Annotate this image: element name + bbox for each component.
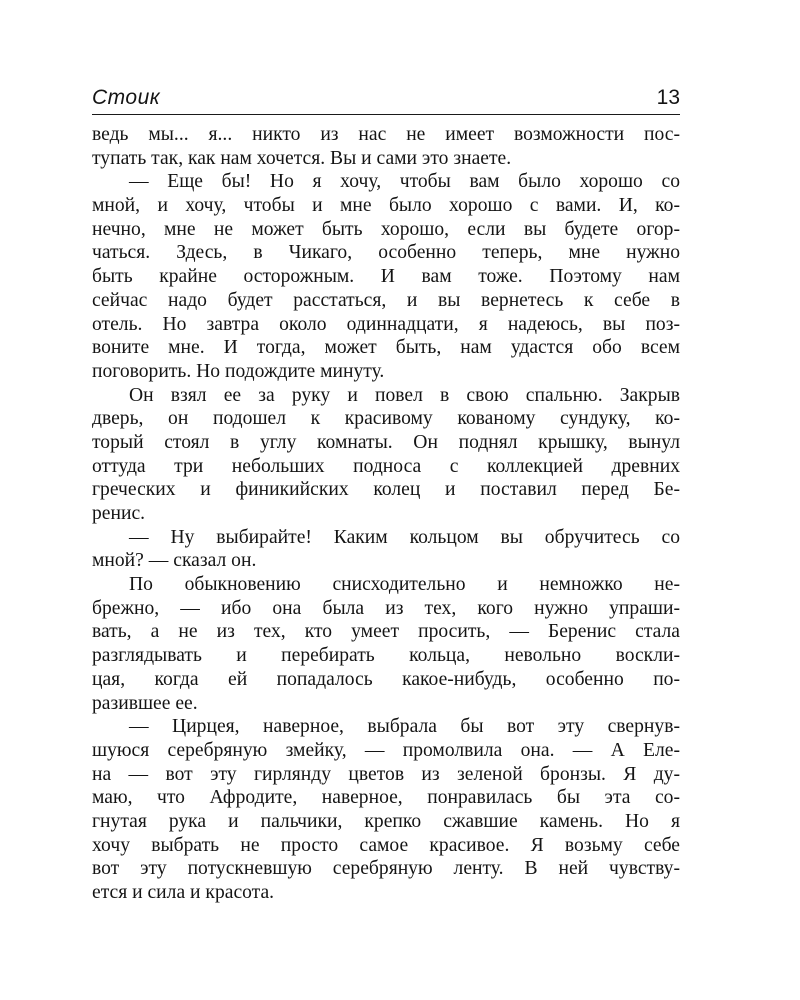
running-header [92, 84, 680, 115]
text-line: Он взял ее за руку и повел в свою спальню. Закрыв [129, 384, 680, 406]
text-line: ется и сила и красота. [92, 882, 275, 903]
text-line: греческих и финикийских колец и поставил перед Бе- [92, 479, 680, 501]
text-line: брежно, — ибо она была из тех, кого нужно упраши- [92, 597, 680, 619]
text-line: разглядывать и перебирать кольца, невольно воскли- [92, 645, 680, 667]
text-line: воните мне. И тогда, может быть, нам удастся обо всем [92, 337, 680, 359]
text-line: поговорить. Но подождите минуту. [92, 360, 385, 382]
text-line: разившее ее. [92, 692, 198, 714]
text-line: маю, что Афродите, наверное, понравилась бы эта со- [92, 787, 680, 809]
page-number: 13 [656, 86, 680, 109]
text-line: сейчас надо будет расстаться, и вы вернетесь к себе в [92, 289, 680, 311]
text-line: отель. Но завтра около одиннадцати, я надеюсь, вы поз- [92, 313, 680, 335]
text-line: — Цирцея, наверное, выбрала бы вот эту свернув- [129, 716, 680, 738]
text-line: ведь мы... я... никто из нас не имеет возможности пос- [92, 124, 680, 145]
text-line: мной, и хочу, чтобы и мне было хорошо с вами. И, ко- [92, 195, 680, 217]
text-line: гнутая рука и пальчики, крепко сжавшие камень. Но я [92, 810, 680, 832]
text-line: мной? — сказал он. [92, 550, 257, 572]
text-line: шуюся серебряную змейку, — промолвила она. — А Еле- [92, 739, 680, 761]
text-line: вать, а не из тех, кто умеет просить, — Беренис стала [92, 621, 680, 643]
running-title: Стоик [92, 86, 161, 109]
text-line: ренис. [92, 503, 146, 524]
text-line: вот эту потускневшую серебряную ленту. В ней чувству- [92, 858, 680, 880]
text-line: тупать так, как нам хочется. Вы и сами это знаете. [92, 147, 512, 169]
body-text [92, 123, 680, 905]
book-page [92, 84, 680, 905]
text-line: цая, когда ей попадалось какое-нибудь, особенно по- [92, 668, 680, 690]
text-line: — Ну выбирайте! Каким кольцом вы обручитесь со [129, 526, 680, 548]
text-line: По обыкновению снисходительно и немножко не- [129, 574, 680, 596]
text-line: дверь, он подошел к красивому кованому сундуку, ко- [92, 408, 680, 430]
text-line: чаться. Здесь, в Чикаго, особенно теперь, мне нужно [92, 242, 680, 264]
text-line: быть крайне осторожным. И вам тоже. Поэтому нам [92, 266, 680, 288]
text-line: хочу выбрать не просто самое красивое. Я возьму себе [92, 834, 680, 856]
text-line: торый стоял в углу комнаты. Он поднял крышку, вынул [92, 431, 680, 453]
text-line: оттуда три небольших подноса с коллекцией древних [92, 455, 680, 477]
text-line: на — вот эту гирлянду цветов из зеленой бронзы. Я ду- [92, 763, 680, 785]
text-line: — Еще бы! Но я хочу, чтобы вам было хорошо со [129, 171, 680, 193]
text-line: нечно, мне не может быть хорошо, если вы будете огор- [92, 218, 680, 240]
